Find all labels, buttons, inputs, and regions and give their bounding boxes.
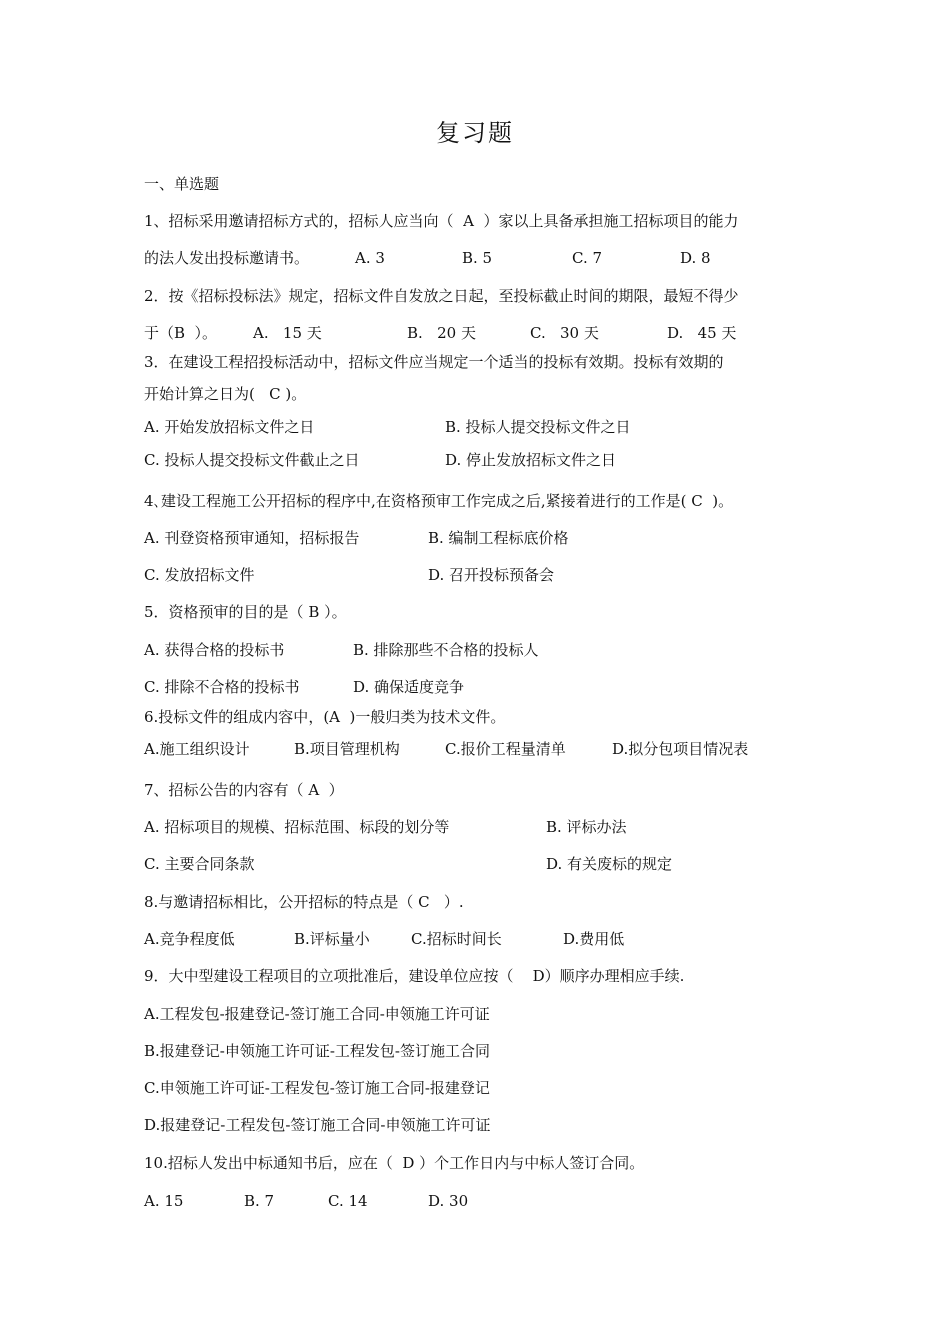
question-6-option-c: C.报价工程量清单: [445, 740, 566, 758]
question-3-line-1: 3．在建设工程招投标活动中，招标文件应当规定一个适当的投标有效期。投标有效期的: [144, 353, 724, 371]
question-1-option-c: C. 7: [572, 249, 603, 267]
question-3-option-d: D. 停止发放招标文件之日: [445, 451, 617, 469]
question-2-option-c: C. 30 天: [530, 324, 599, 342]
question-4-option-c: C. 发放招标文件: [144, 566, 255, 584]
question-5-option-a: A. 获得合格的投标书: [144, 641, 285, 659]
question-1-option-b: B. 5: [462, 249, 493, 267]
question-8-option-b: B.评标量小: [294, 930, 370, 948]
question-3-line-2: 开始计算之日为( C )。: [144, 385, 307, 403]
question-2-option-d: D. 45 天: [667, 324, 737, 342]
question-5-option-d: D. 确保适度竞争: [353, 678, 465, 696]
question-2-option-a: A. 15 天: [253, 324, 322, 342]
question-1-option-d: D. 8: [680, 249, 711, 267]
question-5-option-b: B. 排除那些不合格的投标人: [353, 641, 539, 659]
section-heading: 一、单选题: [144, 175, 220, 193]
question-10-line-1: 10.招标人发出中标通知书后，应在（ D ）个工作日内与中标人签订合同。: [144, 1154, 645, 1172]
question-9-line-1: 9．大中型建设工程项目的立项批准后，建设单位应按（ D）顺序办理相应手续.: [144, 967, 685, 985]
question-5-option-c: C. 排除不合格的投标书: [144, 678, 300, 696]
question-2-line-2: 于（B ）。: [144, 324, 218, 342]
question-5-line-1: 5．资格预审的目的是（ B ）。: [144, 603, 347, 621]
question-3-option-b: B. 投标人提交投标文件之日: [445, 418, 631, 436]
question-9-option-b: B.报建登记-申领施工许可证-工程发包-签订施工合同: [144, 1042, 490, 1060]
question-6-option-a: A.施工组织设计: [144, 740, 250, 758]
question-4-option-a: A. 刊登资格预审通知，招标报告: [144, 529, 360, 547]
question-1-option-a: A. 3: [355, 249, 385, 267]
question-1-line-1: 1、招标采用邀请招标方式的，招标人应当向（ A ）家以上具备承担施工招标项目的能力: [144, 212, 739, 230]
question-6-option-d: D.拟分包项目情况表: [612, 740, 749, 758]
question-2-line-1: 2．按《招标投标法》规定，招标文件自发放之日起，至投标截止时间的期限，最短不得少: [144, 287, 739, 305]
question-8-option-c: C.招标时间长: [411, 930, 502, 948]
question-7-option-c: C. 主要合同条款: [144, 855, 255, 873]
question-4-line-1: 4､建设工程施工公开招标的程序中,在资格预审工作完成之后,紧接着进行的工作是( C )。: [144, 492, 734, 510]
question-7-line-1: 7、招标公告的内容有（ A ）: [144, 781, 344, 799]
question-10-option-a: A. 15: [144, 1192, 184, 1210]
question-10-option-d: D. 30: [428, 1192, 469, 1210]
question-8-option-a: A.竞争程度低: [144, 930, 235, 948]
question-7-option-a: A. 招标项目的规模、招标范围、标段的划分等: [144, 818, 450, 836]
question-8-option-d: D.费用低: [563, 930, 625, 948]
question-6-option-b: B.项目管理机构: [294, 740, 400, 758]
question-7-option-b: B. 评标办法: [546, 818, 627, 836]
question-9-option-d: D.报建登记-工程发包-签订施工合同-申领施工许可证: [144, 1116, 491, 1134]
page-title: 复习题: [436, 119, 514, 147]
question-4-option-d: D. 召开投标预备会: [428, 566, 555, 584]
question-10-option-b: B. 7: [244, 1192, 275, 1210]
question-9-option-a: A.工程发包-报建登记-签订施工合同-申领施工许可证: [144, 1005, 490, 1023]
question-8-line-1: 8.与邀请招标相比，公开招标的特点是（ C ）.: [144, 893, 464, 911]
question-1-line-2: 的法人发出投标邀请书。: [144, 249, 310, 267]
question-3-option-a: A. 开始发放招标文件之日: [144, 418, 315, 436]
question-2-option-b: B. 20 天: [407, 324, 476, 342]
question-10-option-c: C. 14: [328, 1192, 368, 1210]
question-3-option-c: C. 投标人提交投标文件截止之日: [144, 451, 360, 469]
question-9-option-c: C.申领施工许可证-工程发包-签订施工合同-报建登记: [144, 1079, 490, 1097]
question-6-line-1: 6.投标文件的组成内容中，(A )一般归类为技术文件。: [144, 708, 506, 726]
question-7-option-d: D. 有关废标的规定: [546, 855, 673, 873]
question-4-option-b: B. 编制工程标底价格: [428, 529, 569, 547]
